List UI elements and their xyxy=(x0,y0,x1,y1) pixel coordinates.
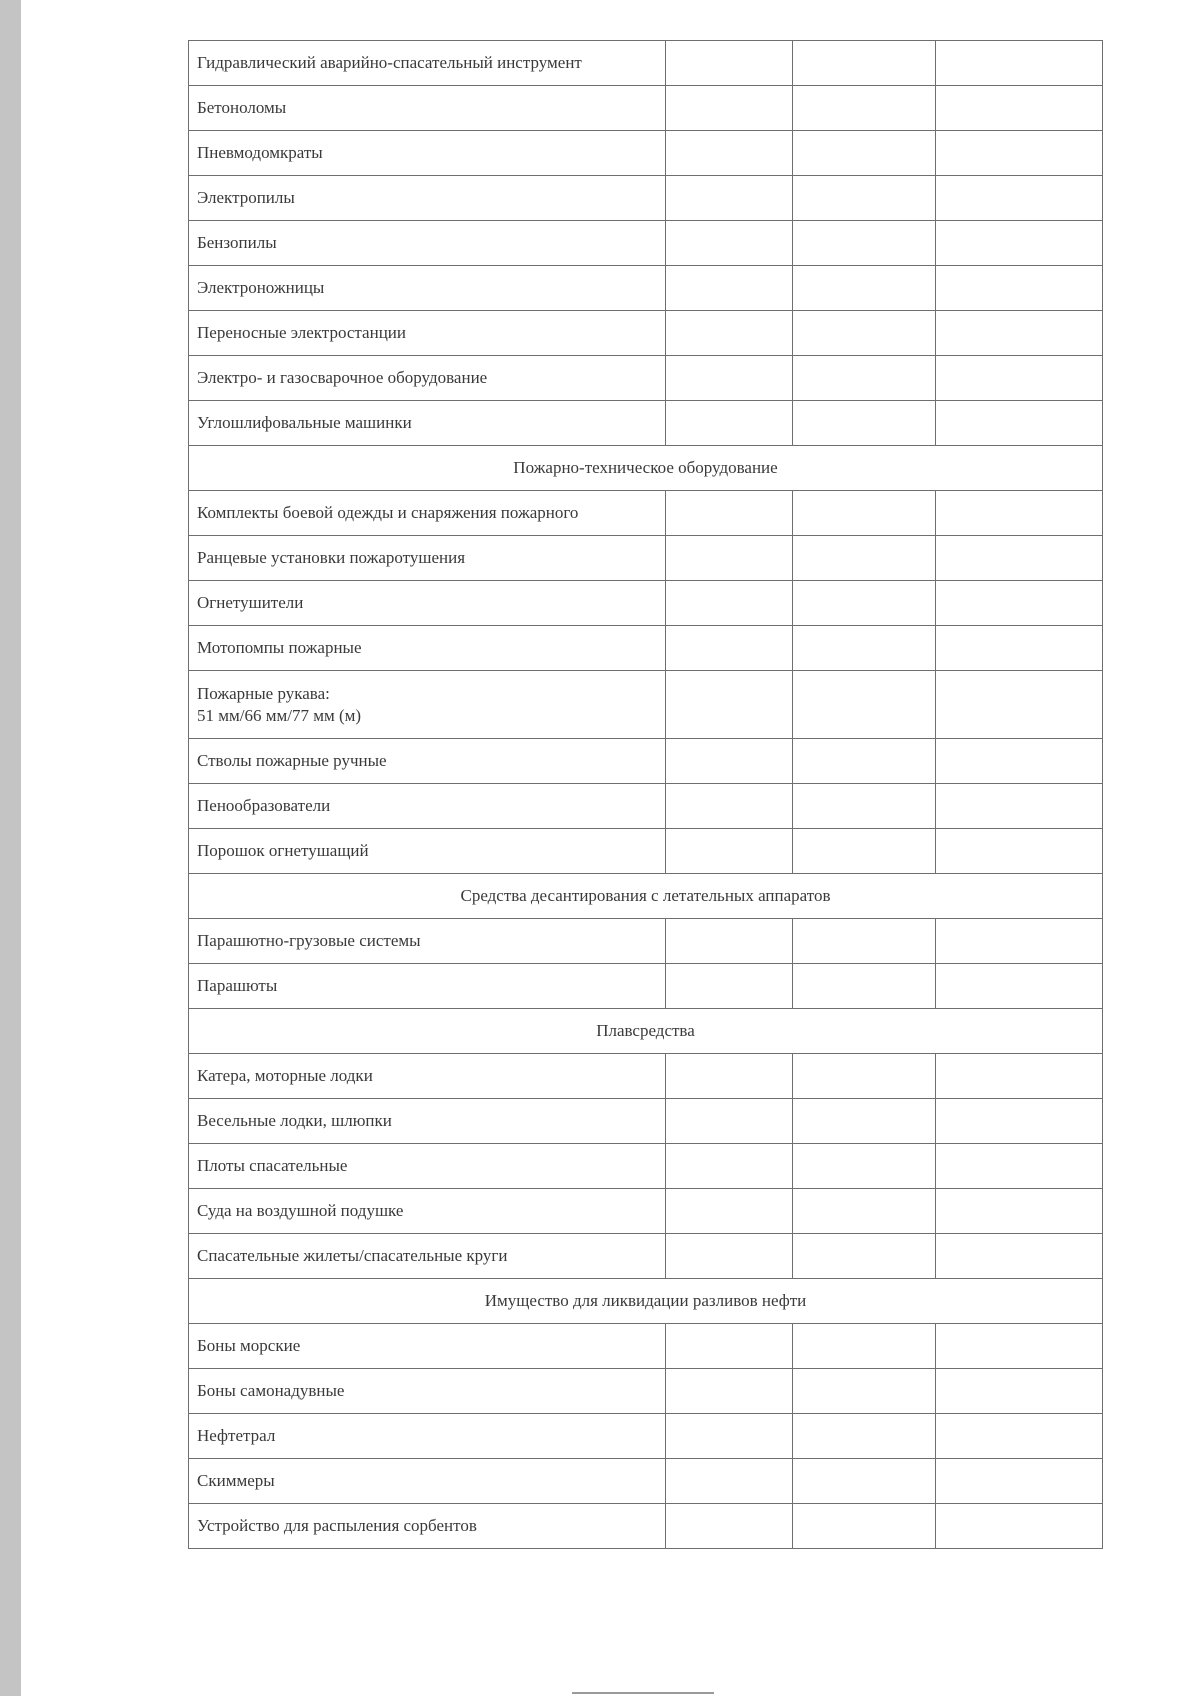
item-name-cell xyxy=(189,1234,666,1279)
table-row xyxy=(189,829,1103,874)
table-row xyxy=(189,266,1103,311)
item-name-cell xyxy=(189,1099,666,1144)
value-cell xyxy=(793,131,936,176)
section-title: Пожарно-техническое оборудование xyxy=(189,446,1103,491)
value-cell xyxy=(793,401,936,446)
item-name-text: Электропилы xyxy=(197,188,295,207)
table-row xyxy=(189,131,1103,176)
item-name-cell xyxy=(189,86,666,131)
value-cell xyxy=(793,86,936,131)
value-cell xyxy=(793,829,936,874)
item-name-cell xyxy=(189,739,666,784)
value-cell xyxy=(666,671,793,739)
item-name-cell xyxy=(189,1504,666,1549)
item-name-cell xyxy=(189,1414,666,1459)
value-cell xyxy=(936,491,1103,536)
value-cell xyxy=(936,1144,1103,1189)
value-cell xyxy=(793,1189,936,1234)
item-name-text: Мотопомпы пожарные xyxy=(197,638,362,657)
item-name-cell xyxy=(189,1324,666,1369)
value-cell xyxy=(666,131,793,176)
value-cell xyxy=(936,626,1103,671)
table-row xyxy=(189,739,1103,784)
item-name-cell xyxy=(189,176,666,221)
item-name-text: Углошлифовальные машинки xyxy=(197,413,412,432)
value-cell xyxy=(793,1324,936,1369)
item-name-text: Пневмодомкраты xyxy=(197,143,323,162)
item-name-cell xyxy=(189,401,666,446)
value-cell xyxy=(936,1459,1103,1504)
value-cell xyxy=(793,626,936,671)
section-header-row xyxy=(189,1279,1103,1324)
item-name-cell xyxy=(189,1054,666,1099)
item-name-text: Бетоноломы xyxy=(197,98,287,117)
value-cell xyxy=(793,1234,936,1279)
value-cell xyxy=(793,1054,936,1099)
value-cell xyxy=(666,176,793,221)
value-cell xyxy=(666,829,793,874)
value-cell xyxy=(666,1099,793,1144)
value-cell xyxy=(793,221,936,266)
section-header-row xyxy=(189,446,1103,491)
value-cell xyxy=(666,739,793,784)
section-title: Плавсредства xyxy=(189,1009,1103,1054)
item-name-text: Ранцевые установки пожаротушения xyxy=(197,548,466,567)
table-row xyxy=(189,1144,1103,1189)
item-name-text: Порошок огнетушащий xyxy=(197,841,369,860)
value-cell xyxy=(666,626,793,671)
item-name-cell xyxy=(189,964,666,1009)
value-cell xyxy=(793,311,936,356)
value-cell xyxy=(793,491,936,536)
table-row xyxy=(189,1324,1103,1369)
item-name-cell xyxy=(189,1144,666,1189)
value-cell xyxy=(793,356,936,401)
value-cell xyxy=(936,1369,1103,1414)
item-name-text: 51 мм/66 мм/77 мм (м) xyxy=(197,705,362,725)
item-name-cell xyxy=(189,356,666,401)
table-row xyxy=(189,671,1103,739)
value-cell xyxy=(793,1099,936,1144)
value-cell xyxy=(793,536,936,581)
value-cell xyxy=(936,671,1103,739)
table-row xyxy=(189,1369,1103,1414)
value-cell xyxy=(936,784,1103,829)
value-cell xyxy=(936,1504,1103,1549)
item-name-cell xyxy=(189,784,666,829)
value-cell xyxy=(666,1144,793,1189)
value-cell xyxy=(666,581,793,626)
item-name-text: Электроножницы xyxy=(197,278,325,297)
item-name-cell xyxy=(189,671,666,739)
table-row xyxy=(189,1234,1103,1279)
item-name-cell xyxy=(189,536,666,581)
value-cell xyxy=(666,311,793,356)
value-cell xyxy=(793,176,936,221)
table-row xyxy=(189,86,1103,131)
item-name-cell xyxy=(189,626,666,671)
table-row xyxy=(189,536,1103,581)
value-cell xyxy=(936,536,1103,581)
item-name-text: Парашюты xyxy=(197,976,278,995)
value-cell xyxy=(793,964,936,1009)
page-bottom-mark xyxy=(572,1692,714,1694)
item-name-text: Бензопилы xyxy=(197,233,277,252)
item-name-text: Стволы пожарные ручные xyxy=(197,751,387,770)
item-name-cell xyxy=(189,829,666,874)
scan-margin-strip xyxy=(0,0,21,1696)
value-cell xyxy=(666,401,793,446)
table-row xyxy=(189,401,1103,446)
value-cell xyxy=(666,1234,793,1279)
value-cell xyxy=(793,739,936,784)
value-cell xyxy=(936,266,1103,311)
value-cell xyxy=(793,1459,936,1504)
value-cell xyxy=(793,671,936,739)
table-row xyxy=(189,356,1103,401)
item-name-text: Скиммеры xyxy=(197,1471,275,1490)
value-cell xyxy=(936,1324,1103,1369)
value-cell xyxy=(666,536,793,581)
value-cell xyxy=(793,1144,936,1189)
item-name-text: Комплекты боевой одежды и снаряжения пожарного xyxy=(197,503,579,522)
item-name-text: Боны морские xyxy=(197,1336,301,1355)
section-title: Средства десантирования с летательных аппаратов xyxy=(189,874,1103,919)
table-row xyxy=(189,176,1103,221)
value-cell xyxy=(793,581,936,626)
table-row xyxy=(189,784,1103,829)
table-row xyxy=(189,626,1103,671)
item-name-cell xyxy=(189,1369,666,1414)
value-cell xyxy=(936,1099,1103,1144)
item-name-cell xyxy=(189,919,666,964)
value-cell xyxy=(666,1459,793,1504)
value-cell xyxy=(936,401,1103,446)
table-row xyxy=(189,581,1103,626)
table-row xyxy=(189,41,1103,86)
section-header-row xyxy=(189,874,1103,919)
value-cell xyxy=(936,311,1103,356)
item-name-cell xyxy=(189,1189,666,1234)
item-name-cell xyxy=(189,1459,666,1504)
item-name-text: Гидравлический аварийно-спасательный инструмент xyxy=(197,53,582,72)
section-header-row xyxy=(189,1009,1103,1054)
value-cell xyxy=(793,1369,936,1414)
item-name-text: Катера, моторные лодки xyxy=(197,1066,373,1085)
value-cell xyxy=(666,491,793,536)
item-name-text: Устройство для распыления сорбентов xyxy=(197,1516,477,1535)
value-cell xyxy=(793,784,936,829)
equipment-table-body xyxy=(189,41,1103,1549)
value-cell xyxy=(666,1504,793,1549)
value-cell xyxy=(666,266,793,311)
value-cell xyxy=(936,1189,1103,1234)
table-row xyxy=(189,1414,1103,1459)
value-cell xyxy=(936,86,1103,131)
item-name-cell xyxy=(189,311,666,356)
table-row xyxy=(189,1459,1103,1504)
item-name-text: Парашютно-грузовые системы xyxy=(197,931,421,950)
table-row xyxy=(189,311,1103,356)
table-row xyxy=(189,221,1103,266)
table-row xyxy=(189,1099,1103,1144)
value-cell xyxy=(936,176,1103,221)
item-name-text: Боны самонадувные xyxy=(197,1381,345,1400)
value-cell xyxy=(666,1324,793,1369)
value-cell xyxy=(793,919,936,964)
item-name-text: Пожарные рукава: xyxy=(197,683,330,703)
item-name-text: Суда на воздушной подушке xyxy=(197,1201,404,1220)
value-cell xyxy=(936,356,1103,401)
value-cell xyxy=(666,964,793,1009)
value-cell xyxy=(936,1234,1103,1279)
value-cell xyxy=(936,41,1103,86)
value-cell xyxy=(936,829,1103,874)
value-cell xyxy=(666,1414,793,1459)
value-cell xyxy=(666,356,793,401)
table-row xyxy=(189,919,1103,964)
value-cell xyxy=(936,131,1103,176)
item-name-cell xyxy=(189,41,666,86)
value-cell xyxy=(666,784,793,829)
table-row xyxy=(189,964,1103,1009)
value-cell xyxy=(936,964,1103,1009)
value-cell xyxy=(936,581,1103,626)
item-name-text: Весельные лодки, шлюпки xyxy=(197,1111,392,1130)
item-name-text: Огнетушители xyxy=(197,593,304,612)
item-name-text: Нефтетрал xyxy=(197,1426,276,1445)
table-row xyxy=(189,1504,1103,1549)
item-name-cell xyxy=(189,266,666,311)
value-cell xyxy=(793,1414,936,1459)
value-cell xyxy=(666,919,793,964)
value-cell xyxy=(666,1189,793,1234)
value-cell xyxy=(793,1504,936,1549)
value-cell xyxy=(936,221,1103,266)
item-name-cell xyxy=(189,131,666,176)
item-name-text: Пенообразователи xyxy=(197,796,331,815)
equipment-table xyxy=(188,40,1103,1549)
value-cell xyxy=(666,86,793,131)
table-row xyxy=(189,1054,1103,1099)
value-cell xyxy=(666,221,793,266)
item-name-text: Спасательные жилеты/спасательные круги xyxy=(197,1246,508,1265)
item-name-cell xyxy=(189,491,666,536)
value-cell xyxy=(936,1414,1103,1459)
value-cell xyxy=(666,1054,793,1099)
item-name-text: Плоты спасательные xyxy=(197,1156,348,1175)
item-name-cell xyxy=(189,581,666,626)
value-cell xyxy=(936,919,1103,964)
table-row xyxy=(189,1189,1103,1234)
item-name-text: Электро- и газосварочное оборудование xyxy=(197,368,488,387)
value-cell xyxy=(666,1369,793,1414)
item-name-text: Переносные электростанции xyxy=(197,323,406,342)
value-cell xyxy=(666,41,793,86)
table-row xyxy=(189,491,1103,536)
section-title: Имущество для ликвидации разливов нефти xyxy=(189,1279,1103,1324)
value-cell xyxy=(936,739,1103,784)
value-cell xyxy=(793,266,936,311)
value-cell xyxy=(793,41,936,86)
item-name-cell xyxy=(189,221,666,266)
value-cell xyxy=(936,1054,1103,1099)
